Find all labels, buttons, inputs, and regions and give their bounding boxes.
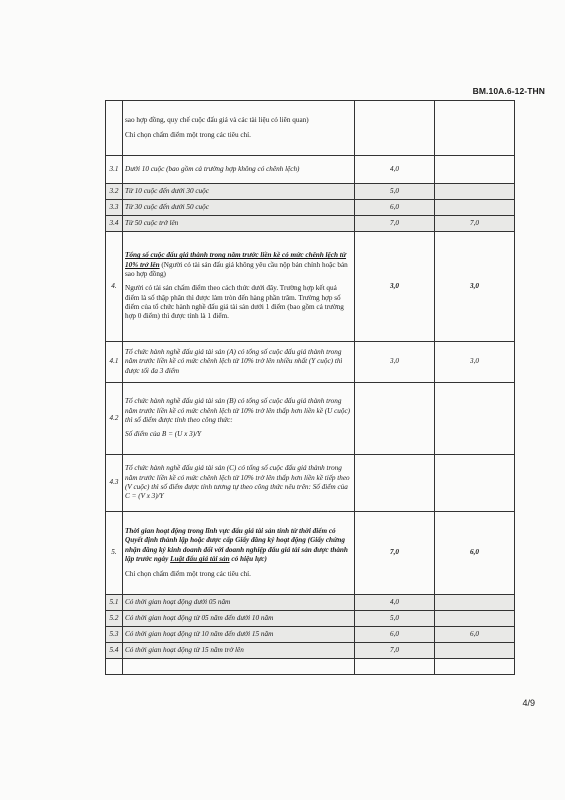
table-row [106,216,515,232]
criterion-text: Từ 10 cuộc đến dưới 30 cuộc [123,184,355,200]
criterion-heading-note: (Người có tài sản đấu giá không yêu cầu nộp bản chính hoặc bản sao hợp đồng) [125,260,348,278]
table-row [106,232,515,342]
table-row [106,659,515,675]
max-score: 7,0 [355,643,435,659]
row-number: 3.1 [106,156,123,184]
row-number [106,101,123,156]
table-row [106,595,515,611]
criterion-heading-end: có hiệu lực) [229,555,267,564]
scoring-table [105,100,515,675]
max-score: 6,0 [355,200,435,216]
criterion-text: Tổ chức hành nghề đấu giá tài sản (A) có tổng số cuộc đấu giá thành trong năm trước liền kề có mức chênh lệch từ 10% trở lên nhiều nhất (Y cuộc) thì được tối đa 3 điểm [123,342,355,383]
max-score: 5,0 [355,184,435,200]
law-reference: Luật đấu giá tài sản [170,555,230,564]
table-row [106,512,515,595]
criterion-instructions: Người có tài sản chấm điểm theo cách thức dưới đây. Trường hợp kết quả điểm là số thập phân thì được làm tròn đến hàng phần trăm. Trường hợp số điểm của tổ chức hành nghề đấu giá tài sản dưới 1 điểm (bao gồm cả trường hợp 0 điểm) thì được tính là 1 điểm. [125,284,344,321]
self-score [435,595,515,611]
row-number: 4. [106,232,123,342]
criterion-cell [123,232,355,342]
criterion-cell [123,512,355,595]
self-score [435,184,515,200]
criterion-text: Có thời gian hoạt động dưới 05 năm [123,595,355,611]
criterion-text: Từ 30 cuộc đến dưới 50 cuộc [123,200,355,216]
self-score [435,611,515,627]
self-score: 6,0 [435,512,515,595]
max-score [355,383,435,455]
row-number: 5. [106,512,123,595]
max-score: 6,0 [355,627,435,643]
self-score: 3,0 [435,342,515,383]
self-score [435,156,515,184]
row-number: 3.3 [106,200,123,216]
criterion-text: sao hợp đồng, quy chế cuộc đấu giá và các tài liệu có liên quan) [125,116,309,125]
criterion-text: Có thời gian hoạt động từ 05 năm đến dưới 10 năm [123,611,355,627]
criterion-text: Có thời gian hoạt động từ 10 năm đến dưới 15 năm [123,627,355,643]
max-score: 7,0 [355,216,435,232]
criterion-text: Dưới 10 cuộc (bao gồm cả trường hợp không có chênh lệch) [123,156,355,184]
self-score: 3,0 [435,232,515,342]
row-number: 5.3 [106,627,123,643]
self-score: 6,0 [435,627,515,643]
table-row [106,184,515,200]
row-number: 3.4 [106,216,123,232]
table-row [106,627,515,643]
self-score [435,643,515,659]
max-score: 5,0 [355,611,435,627]
criterion-note: Chỉ chọn chấm điểm một trong các tiêu chí. [125,130,251,139]
max-score: 3,0 [355,232,435,342]
max-score: 7,0 [355,512,435,595]
table-row [106,383,515,455]
criterion-cell [123,383,355,455]
table-row [106,611,515,627]
max-score: 4,0 [355,156,435,184]
max-score: 4,0 [355,595,435,611]
criterion-note: Chỉ chọn chấm điểm một trong các tiêu chí. [125,569,251,578]
row-number: 5.4 [106,643,123,659]
page-number: 4/9 [522,698,535,708]
form-code: BM.10A.6-12-THN [472,86,545,96]
self-score [435,383,515,455]
self-score: 7,0 [435,216,515,232]
table-row [106,156,515,184]
row-number: 4.2 [106,383,123,455]
table-row [106,101,515,156]
row-number: 3.2 [106,184,123,200]
table-row [106,200,515,216]
criterion-heading: Tổng số cuộc đấu giá thành trong năm trước liền kề có mức chênh lệch từ 10% trở lên [125,251,347,269]
criterion-heading: Thời gian hoạt động trong lĩnh vực đấu giá tài sản tính từ thời điểm có Quyết định thành lập hoặc được cấp Giấy đăng ký hoạt động (Giấy chứng nhận đăng ký kinh doanh đối với doanh nghiệp đấu giá tài sản được thành lập trước ngày [125,527,348,564]
row-number: 5.1 [106,595,123,611]
table-row [106,643,515,659]
self-score [435,455,515,512]
self-score [435,200,515,216]
criterion-formula: Số điểm của B = (U x 3)/Y [125,430,202,439]
max-score [355,455,435,512]
criterion-cell [123,101,355,156]
max-score: 3,0 [355,342,435,383]
criterion-text: Có thời gian hoạt động từ 15 năm trở lên [123,643,355,659]
criterion-text: Tổ chức hành nghề đấu giá tài sản (B) có tổng số cuộc đấu giá thành trong năm trước liền kề có mức chênh lệch từ 10% trở lên thấp hơn liền kề (U cuộc) thì số điểm được tính theo công thức: [125,397,351,424]
row-number: 5.2 [106,611,123,627]
stamp-remnant [0,280,28,350]
criterion-text: Từ 50 cuộc trở lên [123,216,355,232]
row-number: 4.1 [106,342,123,383]
table-row [106,342,515,383]
table-row [106,455,515,512]
criterion-text: Tổ chức hành nghề đấu giá tài sản (C) có tổng số cuộc đấu giá thành trong năm trước liền kề có mức chênh lệch từ 10% trở lên thấp hơn liền kề tiếp theo (V cuộc) thì số điểm được tính tương tự theo công thức nêu trên: Số điểm của C = (V x 3)/Y [123,455,355,512]
row-number: 4.3 [106,455,123,512]
